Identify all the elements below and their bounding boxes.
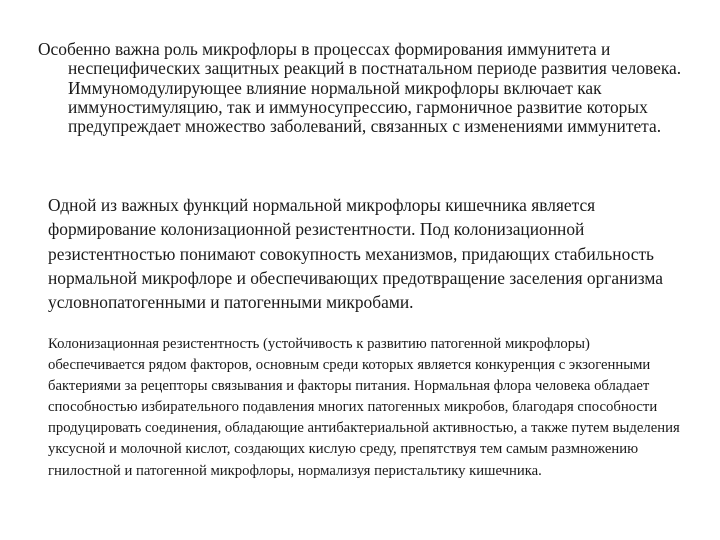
paragraph-immunity-role: Особенно важна роль микрофлоры в процессах формирования иммунитета и неспецифических защитных реакций в постнатальном периоде развития человека. Иммуномодулирующее влияние нормальной микрофлоры включает как иммуностимуляцию, так и иммуносупрессию, гармоничное развитие которых предупреждает множество заболеваний, связанных с изменениями иммунитета. — [38, 39, 682, 137]
paragraph-resistance-factors: Колонизационная резистентность (устойчивость к развитию патогенной микрофлоры) обеспечивается рядом факторов, основным среди которых является конкуренция с экзогенными бактериями за рецепторы связывания и факторы питания. Нормальная флора человека обладает способностью избирательного подавления многих патогенных микробов, благодаря способности продуцировать соединения, обладающие антибактериальной активностью, а также путем выделения уксусной и молочной кислот, создающих кислую среду, препятствуя тем самым размножению гнилостной и патогенной микрофлоры, нормализуя перистальтику кишечника. — [48, 336, 680, 479]
paragraph-colonization-resistance: Одной из важных функций нормальной микрофлоры кишечника является формирование колонизационной резистентности. Под колонизационной резистентностью понимают совокупность механизмов, придающих стабильность нормальной микрофлоре и обеспечивающих предотвращение заселения организма условнопатогенными и патогенными микробами. — [48, 195, 663, 313]
